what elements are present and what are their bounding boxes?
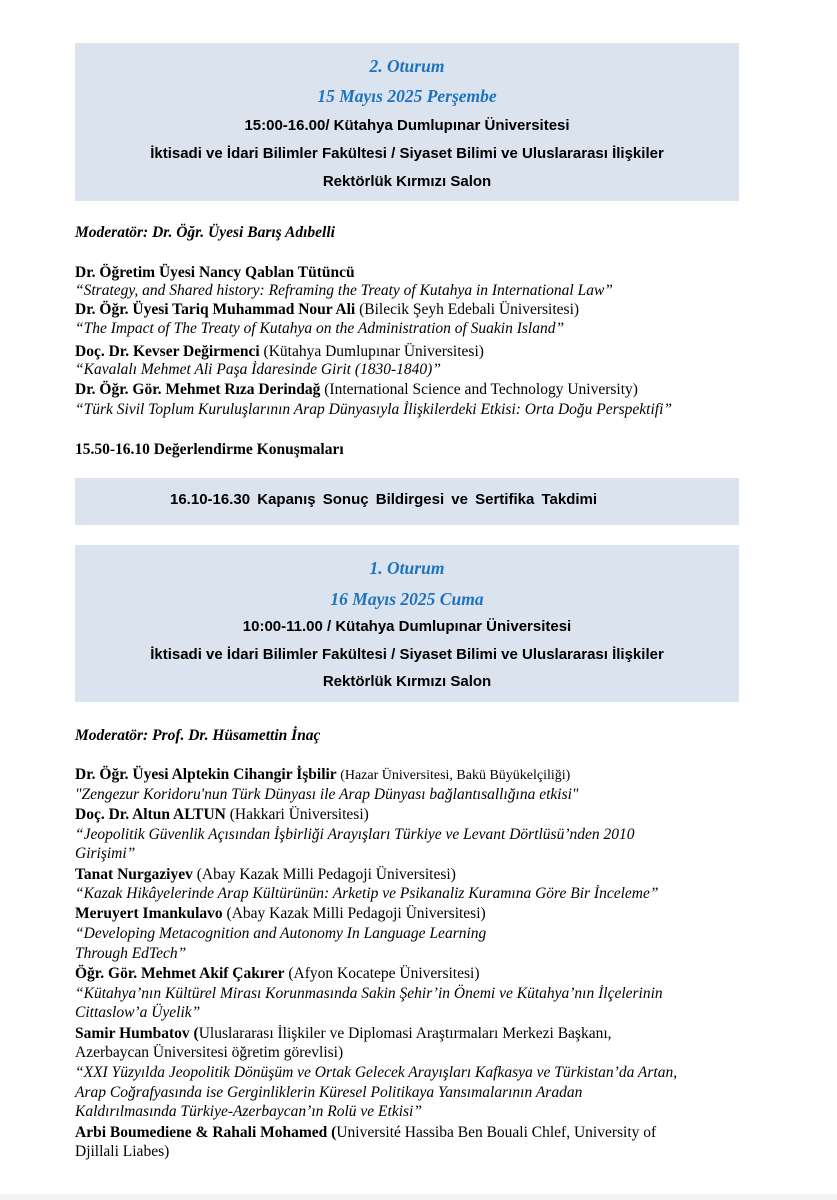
session1-date: 16 Mayıs 2025 Cuma <box>330 589 484 609</box>
speaker-name: Dr. Öğr. Üyesi Tariq Muhammad Nour Ali <box>75 301 356 318</box>
speaker-affiliation-continued: Azerbaycan Üniversitesi öğretim görevlisi) <box>75 1044 344 1061</box>
speaker-line <box>75 1025 612 1043</box>
talk-title-continued: Girişimi” <box>75 845 136 862</box>
speaker-affiliation: (Hakkari Üniversitesi) <box>225 806 369 823</box>
speaker-line <box>75 905 486 923</box>
session2-title: 2. Oturum <box>369 56 445 76</box>
speaker-affiliation: (Hazar Üniversitesi, Bakü Büyükelçiliği) <box>336 768 571 783</box>
session1-title: 1. Oturum <box>369 558 445 578</box>
speaker-name: Arbi Boumediene & Rahali Mohamed ( <box>75 1124 337 1141</box>
speaker-name: Tanat Nurgaziyev <box>75 866 193 883</box>
session2-room: Rektörlük Kırmızı Salon <box>322 173 492 190</box>
talk-title: “Developing Metacognition and Autonomy In Language Learning <box>75 925 487 942</box>
speaker-affiliation: (Bilecik Şeyh Edebali Üniversitesi) <box>355 301 580 318</box>
speaker-affiliation: (Abay Kazak Milli Pedagoji Üniversitesi) <box>192 866 456 883</box>
closing-ceremony: 16.10-16.30 Kapanış Sonuç Bildirgesi ve Sertifika Takdimi <box>170 491 598 508</box>
talk-title: “Kavalalı Mehmet Ali Paşa İdaresinde Girit (1830-1840)” <box>75 361 441 378</box>
speaker-line <box>75 866 456 884</box>
session1-moderator: Moderatör: Prof. Dr. Hüsamettin İnaç <box>75 727 321 744</box>
talk-title: “Türk Sivil Toplum Kuruluşlarının Arap Dünyasıyla İlişkilerdeki Etkisi: Orta Doğu Perspektifi” <box>75 401 673 418</box>
talk-title: "Zengezur Koridoru'nun Türk Dünyası ile Arap Dünyası bağlantısallığına etkisi" <box>75 786 579 803</box>
session2-date: 15 Mayıs 2025 Perşembe <box>317 86 497 106</box>
speaker-affiliation: (International Science and Technology University) <box>320 381 638 398</box>
talk-title-continued: Cittaslow’a Üyelik” <box>75 1004 201 1021</box>
speaker-name: Meruyert Imankulavo <box>75 905 223 922</box>
talk-title: “The Impact of The Treaty of Kutahya on the Administration of Suakin Island” <box>75 320 565 337</box>
talk-title: “Jeopolitik Güvenlik Açısından İşbirliği Arayışları Türkiye ve Levant Dörtlüsü’nden 2010 <box>75 826 635 843</box>
speaker-name: Doç. Dr. Altun ALTUN <box>75 806 226 823</box>
talk-title: “Kütahya’nın Kültürel Mirası Korunmasında Sakin Şehir’in Önemi ve Kütahya’nın İlçelerinin <box>75 985 663 1002</box>
speaker-name: Dr. Öğr. Gör. Mehmet Rıza Derindağ <box>75 381 321 398</box>
page-bottom-edge <box>0 1194 837 1200</box>
speaker-line <box>75 806 369 824</box>
session1-room: Rektörlük Kırmızı Salon <box>322 673 492 690</box>
talk-title-continued: Through EdTech” <box>75 945 187 962</box>
speaker-name: Samir Humbatov ( <box>75 1025 199 1042</box>
speaker-affiliation: (Afyon Kocatepe Üniversitesi) <box>284 965 480 982</box>
speaker-affiliation-continued: Djillali Liabes) <box>75 1143 170 1160</box>
speaker-line <box>75 965 480 983</box>
talk-title: “Strategy, and Shared history: Reframing the Treaty of Kutahya in International Law” <box>75 282 613 299</box>
speaker-line <box>75 766 570 785</box>
evaluation-talks: 15.50-16.10 Değerlendirme Konuşmaları <box>75 441 344 458</box>
session2-faculty: İktisadi ve İdari Bilimler Fakültesi / Siyaset Bilimi ve Uluslararası İlişkiler <box>150 145 664 162</box>
speaker-name: Doç. Dr. Kevser Değirmenci <box>75 343 260 360</box>
session1-time-place: 10:00-11.00 / Kütahya Dumlupınar Üniversitesi <box>242 618 572 635</box>
speaker-affiliation: (Abay Kazak Milli Pedagoji Üniversitesi) <box>222 905 486 922</box>
speaker-line <box>75 343 484 361</box>
speaker-line <box>75 381 638 399</box>
speaker-affiliation: Université Hassiba Ben Bouali Chlef, University of <box>336 1124 657 1141</box>
session2-time-place: 15:00-16.00/ Kütahya Dumlupınar Üniversitesi <box>244 117 570 134</box>
session2-moderator: Moderatör: Dr. Öğr. Üyesi Barış Adıbelli <box>75 224 335 241</box>
speaker-line <box>75 264 355 282</box>
closing-box <box>75 478 739 525</box>
session1-header-box <box>75 545 739 702</box>
speaker-line <box>75 301 579 319</box>
talk-title-continued: Arap Coğrafyasında ise Gerginliklerin Küresel Politikaya Yansımalarının Aradan <box>75 1084 583 1101</box>
talk-title: “Kazak Hikâyelerinde Arap Kültürünün: Arketip ve Psikanaliz Kuramına Göre Bir İnceleme” <box>75 885 659 902</box>
talk-title: “XXI Yüzyılda Jeopolitik Dönüşüm ve Ortak Gelecek Arayışları Kafkasya ve Türkistan’da Artan, <box>75 1064 678 1081</box>
speaker-affiliation: Uluslararası İlişkiler ve Diplomasi Araştırmaları Merkezi Başkanı, <box>198 1025 612 1042</box>
speaker-line <box>75 1124 656 1142</box>
speaker-name: Dr. Öğretim Üyesi Nancy Qablan Tütüncü <box>75 264 355 281</box>
speaker-name: Öğr. Gör. Mehmet Akif Çakırer <box>75 965 285 982</box>
session1-faculty: İktisadi ve İdari Bilimler Fakültesi / Siyaset Bilimi ve Uluslararası İlişkiler <box>150 646 664 663</box>
speaker-affiliation: (Kütahya Dumlupınar Üniversitesi) <box>259 343 484 360</box>
speaker-name: Dr. Öğr. Üyesi Alptekin Cihangir İşbilir <box>75 766 337 783</box>
talk-title-continued: Kaldırılmasında Türkiye-Azerbaycan’ın Rolü ve Etkisi” <box>75 1103 422 1120</box>
session2-header-box <box>75 43 739 201</box>
